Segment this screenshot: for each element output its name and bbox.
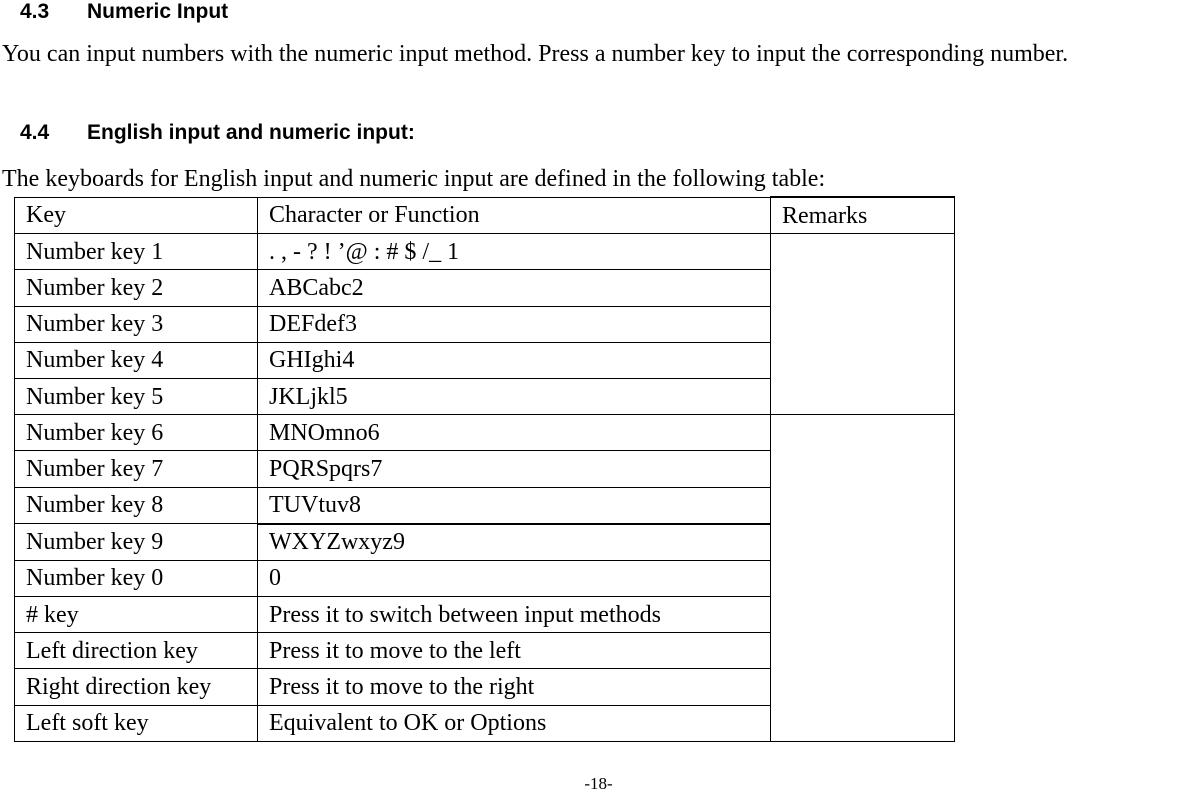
key-cell: Number key 0 (15, 560, 258, 596)
header-character-or-function: Character or Function (258, 197, 771, 234)
function-cell: ABCabc2 (258, 270, 771, 306)
function-cell: TUVtuv8 (258, 487, 771, 524)
table-row (15, 234, 955, 270)
section-heading-4-4 (20, 121, 415, 145)
key-cell: Number key 6 (15, 415, 258, 451)
section-title: Numeric Input (87, 0, 229, 23)
key-cell: Number key 2 (15, 270, 258, 306)
section-4-4-body: The keyboards for English input and numeric input are defined in the following table: (2, 166, 826, 192)
remarks-cell (771, 415, 955, 742)
key-cell: Number key 1 (15, 234, 258, 270)
key-cell: Left direction key (15, 633, 258, 669)
key-cell: Number key 4 (15, 342, 258, 378)
function-cell: PQRSpqrs7 (258, 451, 771, 487)
function-cell: Press it to move to the right (258, 669, 771, 705)
page-number: -18- (584, 774, 613, 793)
table-header-row (15, 197, 955, 234)
key-cell: Right direction key (15, 669, 258, 705)
section-number: 4.4 (20, 121, 50, 144)
key-cell: Number key 7 (15, 451, 258, 487)
key-definition-table (14, 196, 955, 742)
key-cell: Left soft key (15, 705, 258, 741)
section-heading-4-3 (20, 0, 228, 24)
key-cell: Number key 5 (15, 378, 258, 414)
key-cell: Number key 8 (15, 487, 258, 524)
section-title: English input and numeric input: (87, 121, 415, 144)
function-cell: 0 (258, 560, 771, 596)
header-remarks: Remarks (771, 197, 955, 234)
key-cell: Number key 9 (15, 524, 258, 561)
function-cell: JKLjkl5 (258, 378, 771, 414)
header-key: Key (15, 197, 258, 234)
function-cell: . , - ? ! ’@ : # $ /_ 1 (258, 234, 771, 270)
function-cell: Press it to move to the left (258, 633, 771, 669)
key-cell: # key (15, 597, 258, 633)
function-cell: Press it to switch between input methods (258, 597, 771, 633)
function-cell: GHIghi4 (258, 342, 771, 378)
section-4-3-body: You can input numbers with the numeric input method. Press a number key to input the corresponding number. (2, 41, 1069, 67)
function-cell: MNOmno6 (258, 415, 771, 451)
section-number: 4.3 (20, 0, 50, 23)
remarks-cell (771, 234, 955, 415)
key-cell: Number key 3 (15, 306, 258, 342)
table-row (15, 415, 955, 451)
function-cell: Equivalent to OK or Options (258, 705, 771, 741)
function-cell: DEFdef3 (258, 306, 771, 342)
function-cell: WXYZwxyz9 (258, 524, 771, 561)
